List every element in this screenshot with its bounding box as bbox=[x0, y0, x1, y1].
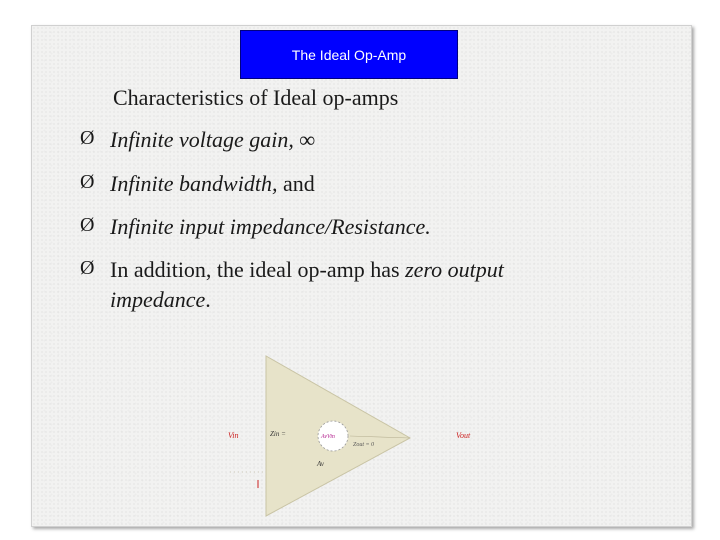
bullet-item bbox=[80, 255, 580, 315]
bullet-text-period: . bbox=[205, 287, 211, 312]
bullet-text-italic: Infinite bandwidth, bbox=[110, 171, 278, 196]
bullet-text-plain: In addition, the ideal op-amp has bbox=[110, 257, 406, 282]
vin-label: Vin bbox=[228, 431, 239, 440]
slide-title-box bbox=[240, 30, 458, 79]
source-label: AvVin bbox=[321, 434, 335, 440]
arrow-bullet-icon: Ø bbox=[80, 257, 95, 279]
bullet-text: Infinite voltage gain, ∞ bbox=[110, 127, 316, 152]
arrow-bullet-icon: Ø bbox=[80, 127, 95, 149]
av-label: Av bbox=[317, 460, 324, 468]
bullet-text: Infinite input impedance/Resistance. bbox=[110, 214, 431, 239]
slide-title: The Ideal Op-Amp bbox=[291, 46, 407, 63]
slide-subtitle: Characteristics of Ideal op-amps bbox=[113, 85, 399, 110]
zout-label: Zout = 0 bbox=[353, 442, 375, 448]
bullet-text-plain: and bbox=[277, 171, 315, 196]
arrow-bullet-icon: Ø bbox=[80, 214, 95, 236]
zin-label: Zin = bbox=[270, 430, 286, 438]
vout-label: Vout bbox=[456, 431, 471, 440]
bullet-item bbox=[80, 212, 431, 242]
op-amp-diagram bbox=[220, 352, 490, 522]
bullet-item bbox=[80, 125, 315, 155]
bullet-text-italic: zero output impedance bbox=[110, 257, 504, 312]
bullet-item bbox=[80, 169, 315, 199]
arrow-bullet-icon: Ø bbox=[80, 171, 95, 193]
